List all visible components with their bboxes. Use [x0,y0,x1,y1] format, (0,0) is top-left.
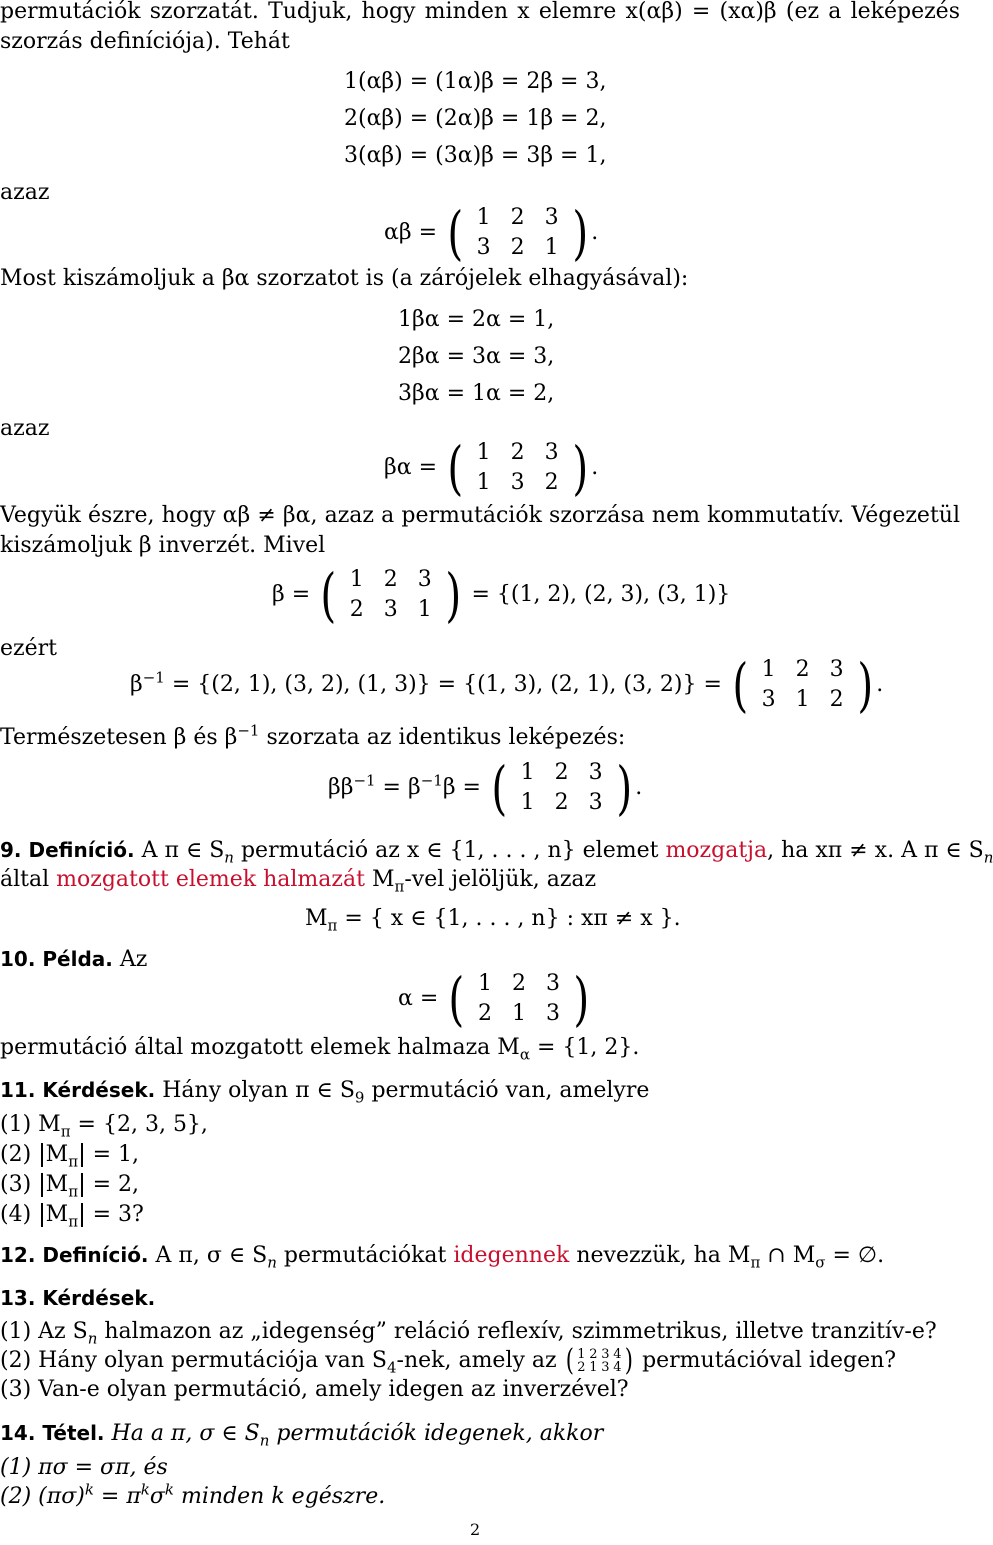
definition-12: 12. Definíció. A π, σ ∈ $S_n$ permutációkat idegennek nevezzük, ha $M_\pi$ ∩ $M_\sigma$ = ∅. [0,1243,885,1272]
paragraph-line: Vegyük észre, hogy αβ ≠ βα, azaz a permutációk szorzása nem kommutatív. Végezetül [0,503,960,528]
page-number: 2 [470,1520,481,1539]
definition-9: 9. Definíció. A π ∈ $S_n$ permutáció az x ∈ {1, . . . , n} elemet mozgatja, ha xπ ≠ x. A π ∈ $S_n$ [0,838,993,867]
equation-rhs: = {(1, 2), (2, 3), (3, 1)} [471,582,731,607]
permutation-matrix: ( 1 2 3 2 1 3 ) [448,965,590,1033]
question-heading: 11. Kérdések. [0,1078,156,1102]
equation-lhs: αβ = [384,220,438,245]
equation-line: 2βα = 3α = 3, [398,344,555,369]
theorem-14: 14. Tétel. Ha a π, σ ∈ $S_n$ permutációk idegenek, akkor [0,1421,604,1450]
matrix-equation-ab: αβ = ( 1 2 3 3 2 1 ) . [384,199,599,267]
matrix-equation-beta [272,561,731,629]
definition-heading: 12. Definíció. [0,1243,149,1267]
list-item: (3) Van-e olyan permutáció, amely idegen az inverzével? [0,1377,629,1402]
permutation-matrix: ( 1 2 3 3 2 1 ) [447,199,588,267]
connector-word: azaz [0,416,50,441]
equation-line: $M_\pi$ = { x ∈ {1, . . . , n} : xπ ≠ x }. [305,906,681,935]
paragraph-line: kiszámoljuk β inverzét. Mivel [0,533,326,558]
permutation-matrix-inline: ( 1 2 3 4 2 1 3 4 ) [565,1343,634,1378]
permutation-matrix: ( 1 2 3 1 3 2 ) [447,434,588,502]
example-heading: 10. Példa. [0,947,113,971]
definition-9-line2: által mozgatott elemek halmazát $M_\pi$-vel jelöljük, azaz [0,867,597,896]
connector-word: azaz [0,180,50,205]
question-11: 11. Kérdések. Hány olyan π ∈ $S_9$ permutáció van, amelyre [0,1078,650,1107]
connector-word: ezért [0,636,57,661]
permutation-matrix: ( 1 2 3 1 2 3 ) [491,754,632,822]
permutation-matrix: ( 1 2 3 3 1 2 ) [732,651,873,719]
paragraph-line: Most kiszámoljuk a βα szorzatot is (a zárójelek elhagyásával): [0,266,689,291]
paragraph-line: Természetesen β és $\beta^{-1}$ szorzata az identikus leképezés: [0,721,626,750]
paragraph-line: permutáció által mozgatott elemek halmaza $M_\alpha = \{1$, 2}. [0,1035,640,1064]
equation-lhs: α = [398,986,439,1011]
equation-line: 2(αβ) = (2α)β = 1β = 2, [344,106,607,131]
paragraph-line: szorzás definíciója). Tehát [0,29,290,54]
matrix-equation-identity: $\beta\beta^{-1} = \beta^{-1}\beta$ = ( 1 2 3 1 2 3 ) . [328,754,643,822]
list-item: (3) $M_\pi = 2$, [0,1172,139,1201]
theorem-heading: 14. Tétel. [0,1421,105,1445]
list-item: (1) $M_\pi = \{2$, 3, 5}, [0,1112,208,1141]
permutation-matrix: ( 1 2 3 2 3 1 ) [320,561,462,629]
equation-line: 1βα = 2α = 1, [398,307,555,332]
equation-line: 3(αβ) = (3α)β = 3β = 1, [344,143,607,168]
equation-line: 3βα = 1α = 2, [398,381,555,406]
equation-line: 1(αβ) = (1α)β = 2β = 3, [344,69,607,94]
list-item: (2) Hány olyan permutációja van $S_4$-nek, amely az ( 1 2 3 4 2 1 3 4 ) permutációval idegen? [0,1343,897,1378]
list-item: (2) $M_\pi = 1$, [0,1142,139,1171]
equation-lhs: βα = [384,455,438,480]
list-item: (2) $(\pi\sigma)^k = \pi^k\sigma^k$ minden k egészre. [0,1480,386,1509]
equation-rhs: = {(2, 1), (3, 2), (1, 3)} = {(1, 3), (2, 1), (3, 2)} = [171,672,722,697]
list-item: (1) Az $S_n$ halmazon az „idegenség” reláció reflexív, szimmetrikus, illetve tranzitív-e? [0,1319,937,1348]
term-highlight: idegennek [453,1243,570,1268]
question-13 [0,1283,155,1314]
paragraph-line: permutációk szorzatát. Tudjuk, hogy minden x elemre x(αβ) = (xα)β (ez a leképezés [0,0,960,24]
question-heading: 13. Kérdések. [0,1286,156,1310]
matrix-equation-beta-inverse: $\beta^{-1} = \{(2$, 1), (3, 2), (1, 3)} = {(1, 3), (2, 1), (3, 2)} = ( 1 2 3 3 1 2 ) . [130,651,884,719]
list-item: (1) πσ = σπ, és [0,1455,168,1480]
matrix-equation-ba: βα = ( 1 2 3 1 3 2 ) . [384,434,599,502]
list-item: (4) $M_\pi = 3$? [0,1202,144,1231]
definition-heading: 9. Definíció. [0,838,135,862]
equation-lhs: β = [272,582,311,607]
term-highlight: mozgatja [665,838,768,863]
example-10: 10. Példa. Az [0,947,148,972]
matrix-equation-alpha [398,965,593,1033]
term-highlight: mozgatott elemek halmazát [56,867,365,892]
